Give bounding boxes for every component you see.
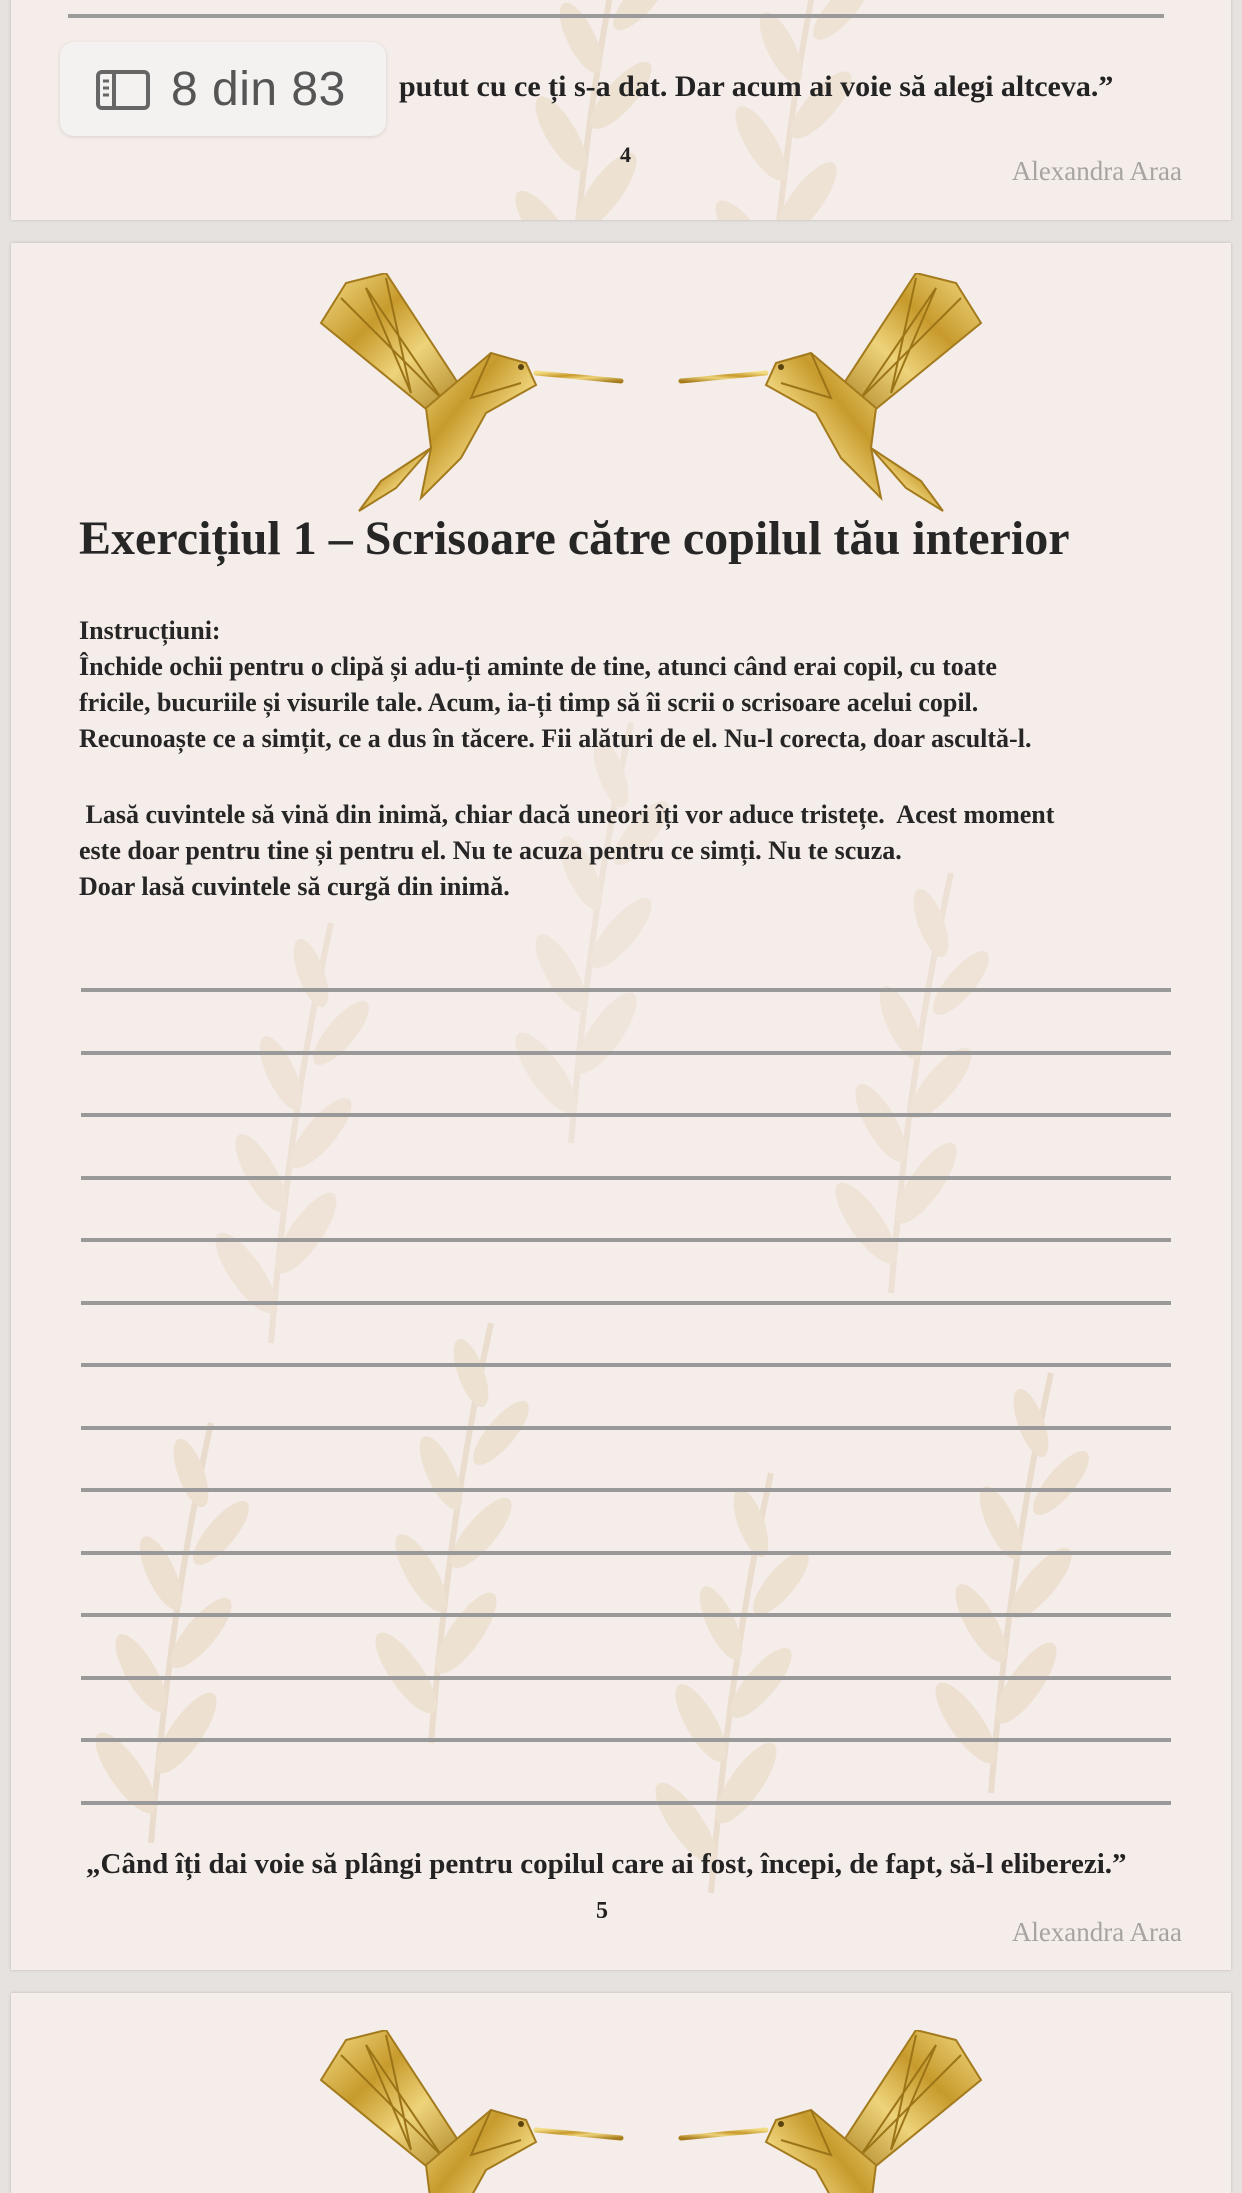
instructions-block <box>79 613 1031 757</box>
writing-line[interactable] <box>81 1113 1171 1117</box>
writing-line[interactable] <box>81 1363 1171 1367</box>
author-name: Alexandra Araa <box>1011 1917 1182 1947</box>
next-page <box>11 1993 1231 2193</box>
exercise-title: Exercițiul 1 – Scrisoare către copilul tău interior <box>79 512 1070 565</box>
writing-line[interactable] <box>81 1176 1171 1180</box>
writing-line[interactable] <box>81 1301 1171 1305</box>
top-divider <box>68 14 1164 18</box>
golden-hummingbird-icon <box>681 273 981 511</box>
writing-line[interactable] <box>81 1488 1171 1492</box>
closing-quote: „Când îți dai voie să plângi pentru copilul care ai fost, începi, de fapt, să-l eliberezi.” <box>86 1848 1127 1880</box>
previous-page-author: Alexandra Araa <box>1011 156 1182 186</box>
encouragement-paragraph <box>79 797 1054 905</box>
sidebar-icon[interactable] <box>96 70 150 110</box>
writing-line[interactable] <box>81 1238 1171 1242</box>
page-number: 5 <box>596 1898 608 1924</box>
paragraph-line: Doar lasă cuvintele să curgă din inimă. <box>79 872 510 901</box>
page-counter[interactable] <box>60 42 386 136</box>
golden-hummingbirds-ornament <box>311 273 991 513</box>
paragraph-line: Lasă cuvintele să vină din inimă, chiar dacă uneori îți vor aduce tristețe. Acest moment <box>79 800 1055 829</box>
writing-line[interactable] <box>81 1551 1171 1555</box>
writing-line[interactable] <box>81 988 1171 992</box>
previous-page-quote: putut cu ce ți s-a dat. Dar acum ai voie să alegi altceva.” <box>399 70 1114 103</box>
paragraph-line: este doar pentru tine și pentru el. Nu te acuza pentru ce simți. Nu te scuza. <box>79 836 902 865</box>
golden-hummingbird-icon <box>321 273 621 511</box>
writing-line[interactable] <box>81 1738 1171 1742</box>
page-counter-text: 8 din 83 <box>171 63 346 116</box>
writing-line[interactable] <box>81 1613 1171 1617</box>
writing-line[interactable] <box>81 1801 1171 1805</box>
writing-line[interactable] <box>81 1676 1171 1680</box>
writing-line[interactable] <box>81 1426 1171 1430</box>
current-page <box>11 243 1231 1970</box>
instructions-label: Instrucțiuni: <box>79 616 221 645</box>
previous-page-number: 4 <box>620 142 631 167</box>
instructions-line: Închide ochii pentru o clipă și adu-ți aminte de tine, atunci când erai copil, cu toate <box>79 652 997 681</box>
writing-line[interactable] <box>81 1051 1171 1055</box>
instructions-line: fricile, bucuriile și visurile tale. Acum, ia-ți timp să îi scrii o scrisoare acelui copil. <box>79 688 979 717</box>
instructions-line: Recunoaște ce a simțit, ce a dus în tăcere. Fii alături de el. Nu-l corecta, doar ascultă-l. <box>79 724 1032 753</box>
